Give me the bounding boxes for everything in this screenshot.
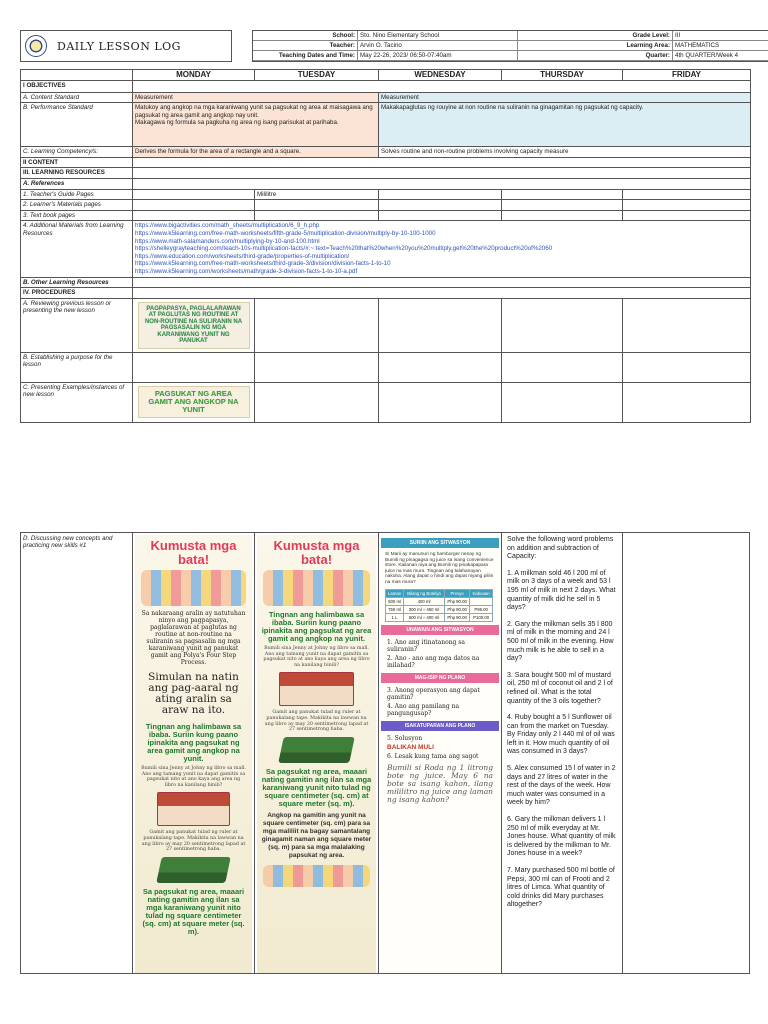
grade-value: III [673,31,768,41]
procedure-d-row [20,532,750,974]
logo-box [20,30,232,62]
book-illustration [278,737,355,763]
resource-link[interactable]: https://www.bigactivities.com/math_sheets/multiplication/6_9_h.php [135,222,320,230]
tuesday-cell [255,533,379,973]
instruction-text: Tingnan ang halimbawa sa ibaba. Suriin kung paano ipinakita ang pagsukat ng area gamit ang angkop na yunit. [145,722,242,763]
other-resources-label: B. Other Learning Resources [21,277,133,288]
word-problem: 4. Ruby bought a 5 l Sunflower oil can from the market on Tuesday. By Friday only 2 l 440 ml of oil was left in it. How much quantity of oil was consumed in 3 days? [507,714,615,756]
wednesday-cell [379,533,502,973]
teacher-label: Teacher: [253,41,358,51]
resource-link[interactable]: https://www.k5learning.com/free-math-worksheets/third-grade-3/division/division-facts-1-to-10 [135,260,391,268]
area-value: MATHEMATICS [673,41,768,51]
day-friday: FRIDAY [623,70,751,81]
procedure-a-label: A. Reviewing previous lesson or presenting the new lesson [21,298,133,352]
start-text: Simulan na natin ang pag-aaral ng ating aralin sa araw na ito. [148,671,239,716]
tuesday-lesson-image [257,535,376,973]
wednesday-lesson-image [381,535,499,973]
friday-cell [623,533,751,973]
resource-link[interactable]: https://www.k5learning.com/free-math-worksheets/fifth-grade-5/multiplication-division/multiply-by-10-100-1000 [135,229,436,237]
procedure-b-label: B. Establishing a purpose for the lesson [21,352,133,382]
day-header-row [21,70,751,81]
situation-text: Si Marii ay manunuri ng hamburger nenay ng Bumili ng pinagagsa ng juice sa isang convenience store. Kailanan niya ang Bumili ng pinakapapara juice na mas mura. Tingnan ang talahanayan nakuha. Alang dapat o hindi ang dapat niyang piliin na mas mura? [385,552,494,585]
content-heading: II CONTENT [21,157,133,168]
competency-2: Solves routine and non-routine problems involving capacity measure [379,147,751,158]
scenario-text: Bumili sina Jenny at Johny ng libro sa mall. Ano ang tamang yunit na dapat gamitin sa pagsukat nito at ano kaya ang area ng libro na kanilang binili? [141,766,246,788]
procedure-d-label: D. Discussing new concepts and practicing new skills #1 [21,533,133,973]
measure-text: Gamit ang panukat tulad ng ruler at panukalang tape. Makikita na lawwan na ang libro ay may 20 sentimetrong lapad at 27 sentimetrong haba. [141,830,246,853]
performance-standard-2: Makakapaglutas ng rouyine at non routine na suliranin na ginagamitan ng pagsukat ng capacity. [379,103,751,147]
resource-link[interactable]: https://www.education.com/worksheets/third-grade/properties-of-multiplication/ [135,252,350,260]
resource-link[interactable]: https://www.k5learning.com/worksheets/math/grade-3-division-facts-1-to-10-a.pdf [135,267,358,275]
objectives-heading: I OBJECTIVES [21,80,133,92]
thursday-cell [502,533,623,973]
area-label: Learning Area: [518,41,673,51]
review-card-image: PAGPAPASYA, PAGLALARAWAN AT PAGLUTAS NG ROUTINE AT NON-ROUTINE NA SULIRANIN NA PAGSASALIN NG MGA KARANIWANG YUNIT NG PANUKAT [138,302,250,349]
header [20,30,750,62]
resource-link[interactable]: https://www.math-salamanders.com/multiplying-by-10-and-100.html [135,237,320,245]
review-heading: BALIKAN MULI [387,743,434,751]
book-illustration [156,857,231,883]
competency-label: C. Learning Competency/s: [21,147,133,158]
quarter-label: Quarter: [518,51,673,61]
section-band: UNAWAIN ANG SITWASYON [381,625,499,635]
lesson-table [20,69,751,423]
step-text: 6. Lesak kung tama ang sagot [387,752,479,760]
monday-lesson-image [135,535,252,973]
mall-illustration [279,672,354,706]
quarter-value: 4th QUARTER/Week 4 [673,51,768,61]
additional-materials-label: 4. Additional Materials from Learning Resources [21,221,133,277]
day-monday: MONDAY [133,70,255,81]
procedures-heading: IV. PROCEDURES [21,288,133,299]
day-wednesday: WEDNESDAY [379,70,502,81]
references-label: A. References [21,178,133,189]
monday-cell [133,533,255,973]
teachers-guide-label: 1. Teacher's Guide Pages [21,189,133,200]
step-text: 3. Anong operasyon ang dapat gamitin? [387,686,480,701]
word-problem: 2. Gary the milkman sells 35 l 800 ml of milk in the morning and 24 l 500 ml of milk in the evening. How much milk is he able to sell in a day? [507,620,614,663]
day-tuesday: TUESDAY [255,70,379,81]
word-problem: 7. Mary purchased 500 ml bottle of Pepsi, 300 ml can of Frooti and 2 litres of Limca. What quantity of cold drinks did Mary purchases altogether? [507,867,615,909]
resource-link[interactable]: https://shelleygrayteaching.com/teach-10s-multiplication-facts/#:~:text=Teach%20that%20when%20you%20multiply,get%20the%20product%20of%2060 [135,245,553,253]
dates-label: Teaching Dates and Time: [253,51,358,61]
content-standard-2: Measurement [379,92,751,103]
scenario-text: Bumili sina Jenny at Johny ng libro sa mall. Ano ang tamang yunit na dapat gamitin sa pagsukat nito at ano kaya ang area ng libro na kanilang binili? [263,646,370,668]
section-band: ISAKATUPARAN ANG PLANO [381,721,499,731]
word-problem: 3. Sara bought 500 ml of mustard oil, 250 ml of coconut oil and 2 l of refined oil. What is the total quantity of the 3 oils together? [507,671,613,705]
resources-heading: III. LEARNING RESOURCES [21,168,133,179]
unit-text: Sa pagsukat ng area, maaari nating gamitin ang ilan sa mga karaniwang yunit nito tulad ng square centimeter (sq. cm) at square meter (sq. m). [261,766,372,808]
measure-text: Gamit ang panukat tulad ng ruler at panukalang tape. Makikita na lawwan na ang libro ay may 20 sentimetrong lapad at 27 sentimetrong haba. [264,710,369,733]
area-title-card-image: PAGSUKAT NG AREA GAMIT ANG ANGKOP NA YUNIT [138,386,250,418]
intro-text: Sa nakaraang aralin ay natutuhan ninyo ang pagpapasya, paglalarawan at paglutas ng routine at non-routine na suliranin sa pagsasalin ng mga karaniwang yunit ng panukat gamit ang Polya's Four Step Process. [141,610,246,666]
word-problem: 5. Alex consumed 15 l of water in 2 days and 27 litres of water in the rest of the days of the week. How much water was consumed in a week by him? [507,765,616,807]
units-usage-text: Angkop na gamitin ang yunit na square centimeter (sq. cm) para sa mga maliliit na bagay samantalang ginagamit naman ang square meter (sq. m) para sa mga malalaking papsukat ng area. [261,811,372,859]
section-band: SURIIN ANG SITWASYON [381,538,499,548]
juice-problem-text: Bumili si Roda ng 1 litrong bote ng juice. May 6 na bote sa isang kahon, ilang mililitro ng juice ang laman ng isang kahon? [387,762,493,804]
grade-label: Grade Level: [518,31,673,41]
section-band: MAG-ISIP NG PLANO [381,673,499,683]
page-title: DAILY LESSON LOG [57,39,181,53]
unit-text: Sa pagsukat ng area, maaari nating gamitin ang ilan sa mga karaniwang yunit nito tulad ng square centimeter (sq. cm) at square meter (sq. m). [142,886,245,936]
children-illustration [141,570,246,606]
step-text: 5. Solusyon [387,734,423,742]
children-illustration [263,570,370,606]
word-problems [504,535,620,919]
school-label: School: [253,31,358,41]
performance-standard-1: Matukoy ang angkop na mga karaniwang yunit sa pagsukat ng area at maisagawa ang pagsukat ng area gamit ang angkop nay unit. Makagawa ng formula sa pagkuha ng area ng isang parisukat at parihaba. [133,103,379,147]
greeting-title: Kumusta mga bata! [150,538,237,567]
content-standard-1: Measurement [133,92,379,103]
dates-value: May 22-26, 2023/ 06:50-07:40am [358,51,518,61]
info-grid [252,30,768,62]
step-text: 1. Ano ang itinatanong sa suliranin? [387,638,465,653]
instruction-text: Tingnan ang halimbawa sa ibaba. Suriin kung paano ipinakita ang pagsukat ng area gamit ang angkop na yunit. [261,610,372,643]
content-standard-label: A. Content Standard [21,92,133,103]
word-problem: 1. A milkman sold 46 l 200 ml of milk on 3 days of a week and 53 l 195 ml of milk in next 2 days. What quantity of milk did he sell in 5 days? [507,569,616,612]
performance-standard-label: B. Performance Standard [21,103,133,147]
greeting-title: Kumusta mga bata! [273,538,360,567]
step-text: 2. Ano - ano ang mga datos na inilahad? [387,654,480,669]
procedure-c-label: C. Presenting Examples/instances of new lesson [21,382,133,422]
price-table: Laman Bilang ng Botelya Presyo Kabuuan 500 ml 400 ml Php 90.00 750 ml 300 ml ÷ 450 ml Php 80.00 P95.00 1 L 600 ml ÷ 400 ml Php 90.00 P100.00 [385,589,493,622]
step-text: 4. Ano ang pamilang na pangungusap? [387,702,460,717]
resource-links [133,221,751,277]
competency-1: Derives the formula for the area of a rectangle and a square. [133,147,379,158]
learners-materials-label: 2. Learner's Materials pages [21,200,133,211]
word-problem: 6. Gary the milkman delivers 1 l 250 ml of milk everyday at Mr. Jones house. What quantity of milk is delivered by the milkman to Mr. Jones house in a week? [507,816,616,858]
mall-illustration [157,792,230,826]
problem-intro: Solve the following word problems on addition and subtraction of Capacity: [507,536,614,561]
school-value: Sto. Nino Elementary School [358,31,518,41]
deped-seal-icon [25,35,47,57]
teacher-value: Arvin O. Tacino [358,41,518,51]
day-thursday: THURSDAY [502,70,623,81]
teachers-guide-tue: Mililitre [255,189,379,200]
textbook-label: 3. Text book pages [21,210,133,221]
children-illustration-bottom [263,865,370,887]
